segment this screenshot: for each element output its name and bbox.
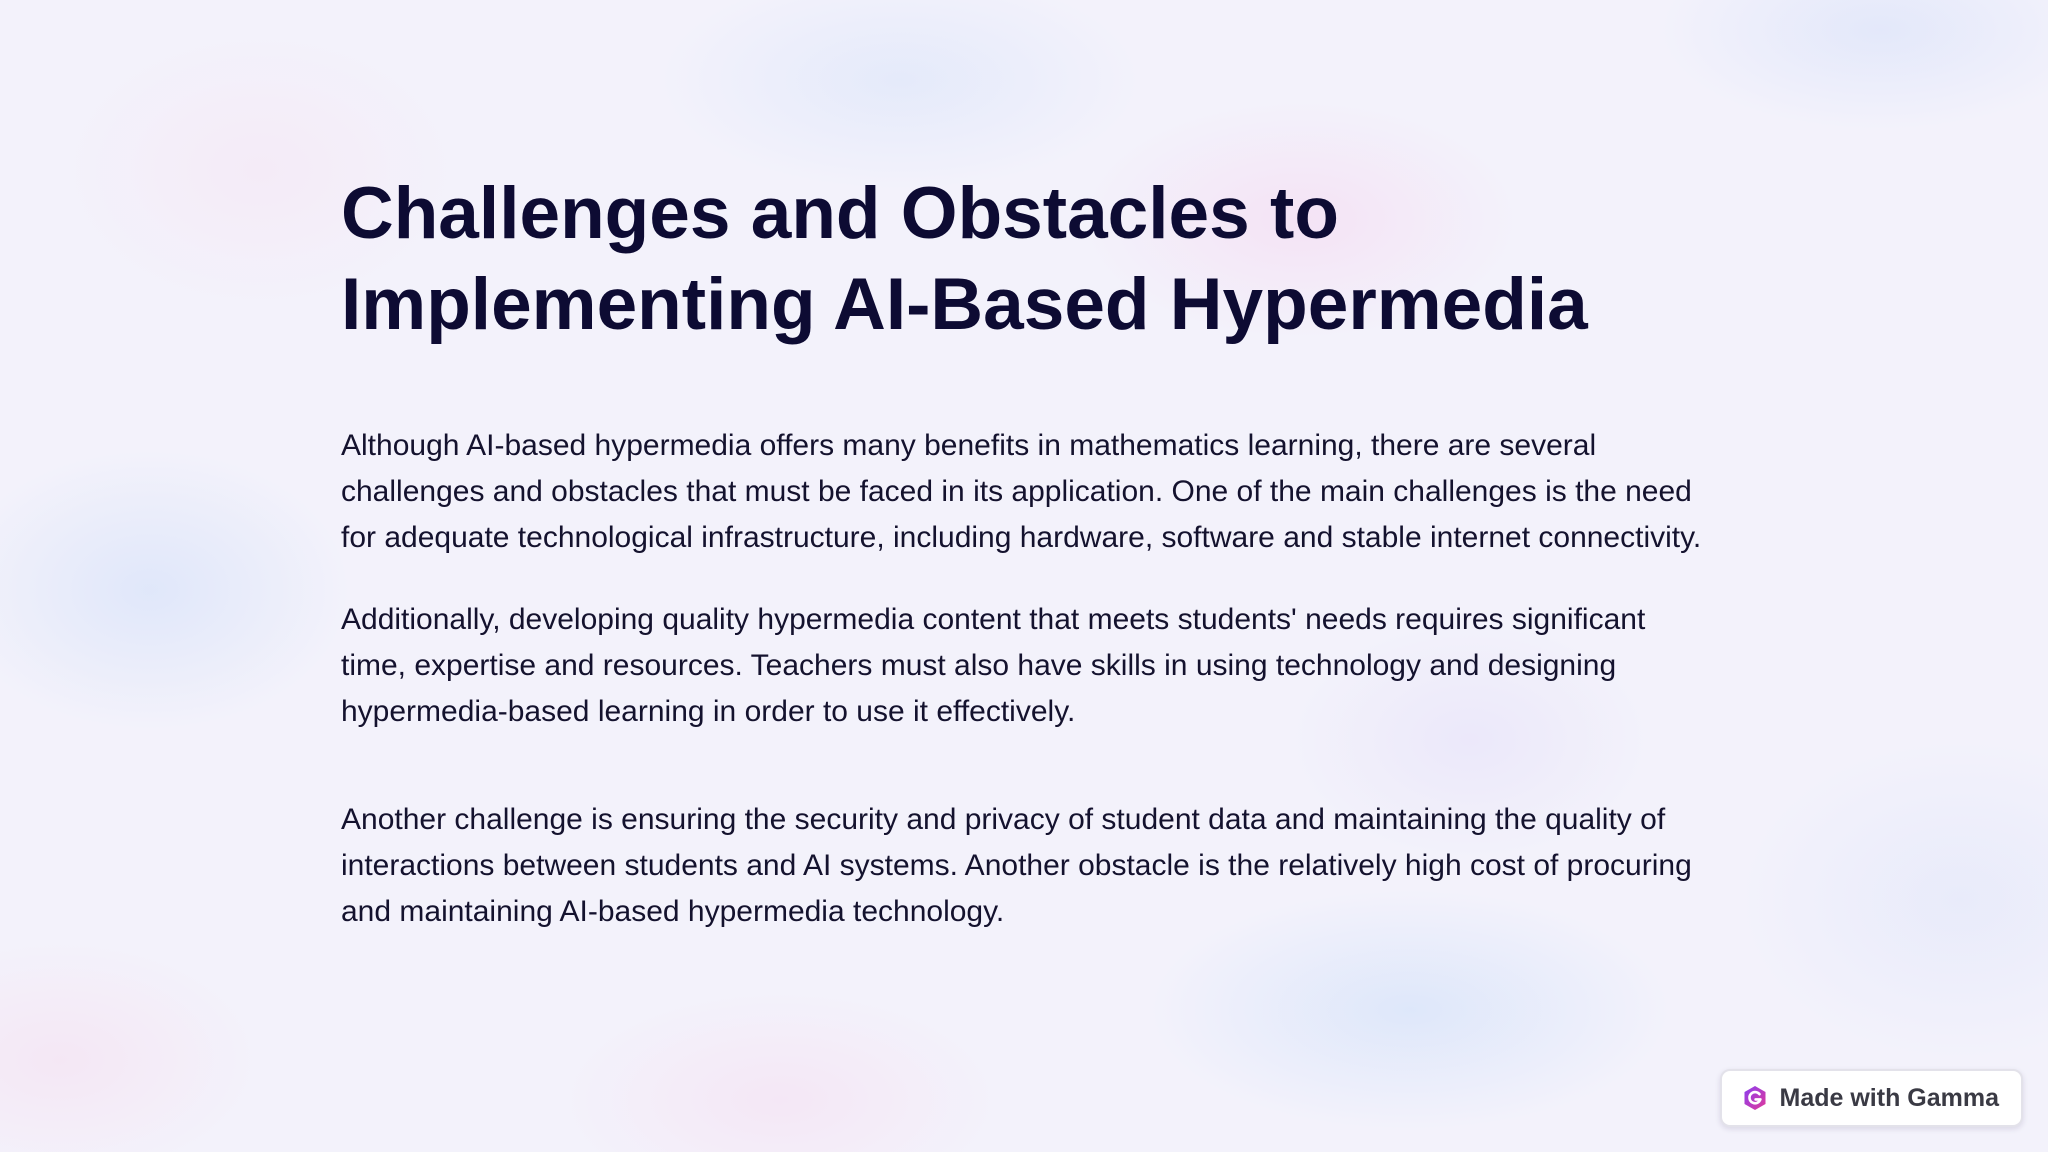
made-with-gamma-label: Made with Gamma	[1779, 1083, 1999, 1112]
paragraph-security-cost: Another challenge is ensuring the security and privacy of student data and maintaining the quality of interactions between students and AI systems. Another obstacle is the relatively high cost of procuring and maintaining AI-based hypermedia technology.	[341, 803, 1692, 928]
gamma-logo-icon	[1742, 1085, 1768, 1111]
paragraph-content-development: Additionally, developing quality hypermedia content that meets students' needs requires significant time, expertise and resources. Teachers must also have skills in using technology and designing hypermedia-based learning in order to use it effectively.	[341, 603, 1646, 728]
slide-body	[341, 423, 1711, 935]
slide-title-line-2: Implementing AI-Based Hypermedia	[341, 264, 1588, 345]
paragraph-infrastructure: Although AI-based hypermedia offers many benefits in mathematics learning, there are several challenges and obstacles that must be faced in its application. One of the main challenges is the need for adequate technological infrastructure, including hardware, software and stable internet connectivity.	[341, 429, 1702, 554]
slide-content	[341, 168, 1711, 935]
slide-title	[341, 168, 1711, 350]
made-with-gamma-badge[interactable]	[1720, 1069, 2024, 1127]
slide-title-line-1: Challenges and Obstacles to	[341, 173, 1339, 254]
